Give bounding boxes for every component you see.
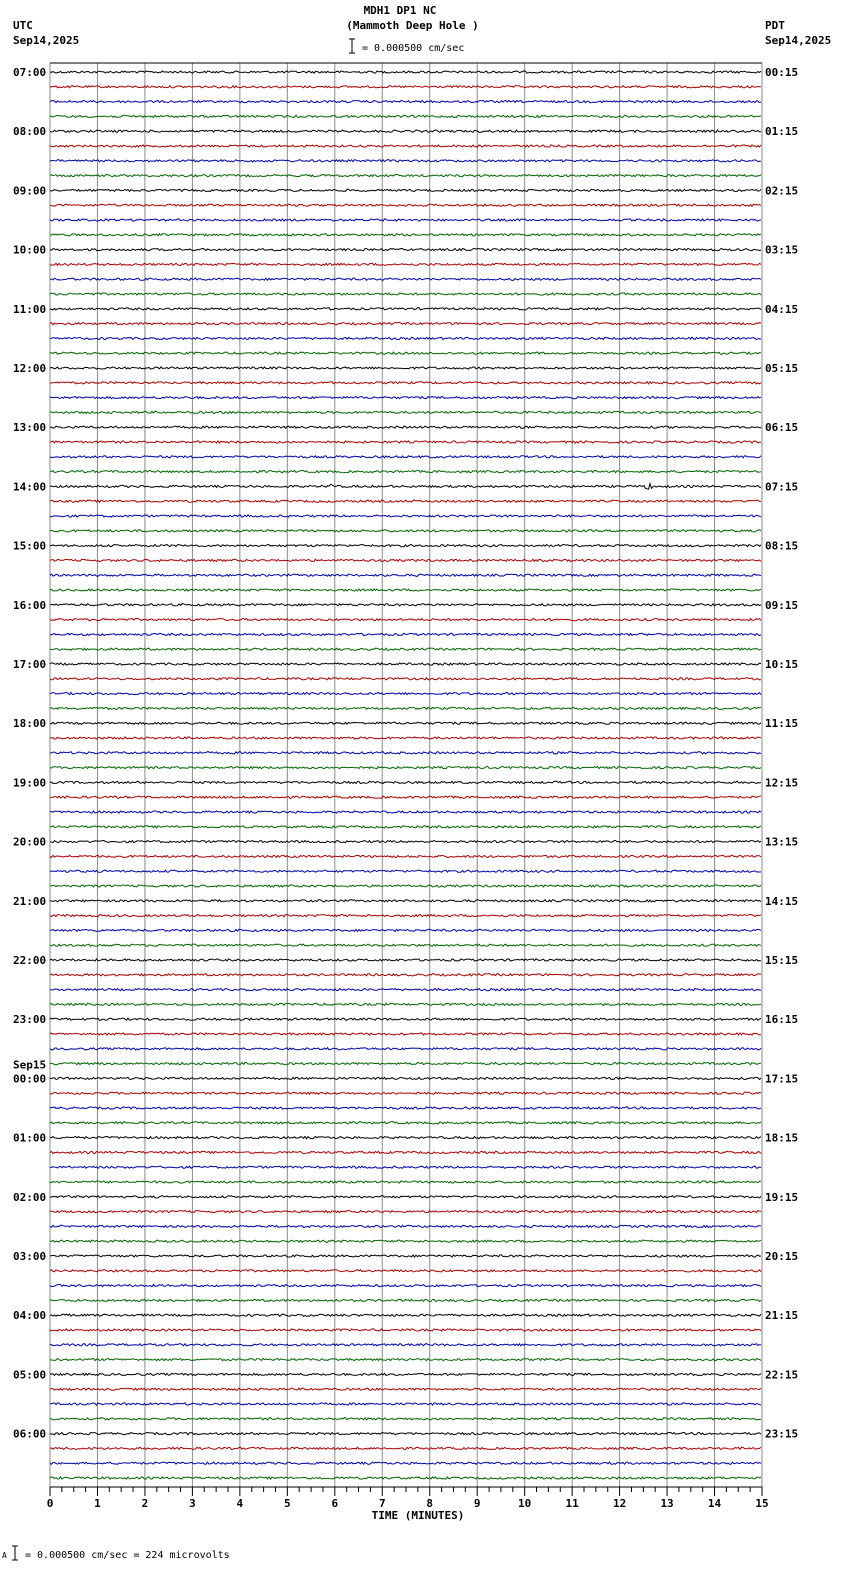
pdt-hour-label: 21:15 — [765, 1309, 799, 1323]
pdt-hour-label: 22:15 — [765, 1368, 799, 1382]
trace-0-3 — [50, 115, 761, 117]
trace-18-1 — [50, 1151, 761, 1153]
trace-15-2 — [50, 989, 761, 991]
x-tick-label: 14 — [707, 1497, 722, 1510]
trace-13-0 — [50, 841, 761, 843]
trace-17-3 — [50, 1122, 761, 1124]
utc-hour-label: 18:00 — [13, 717, 47, 731]
trace-13-1 — [50, 855, 761, 857]
left-date: Sep14,2025 — [13, 34, 80, 47]
utc-hour-label: 01:00 — [13, 1131, 47, 1145]
x-tick-label: 10 — [518, 1497, 532, 1510]
trace-15-1 — [50, 974, 761, 976]
pdt-hour-label: 04:15 — [765, 302, 799, 316]
pdt-hour-label: 12:15 — [765, 776, 799, 790]
utc-hour-label: 04:00 — [13, 1309, 47, 1323]
utc-hour-label: 05:00 — [13, 1368, 47, 1382]
trace-9-2 — [50, 633, 761, 635]
x-tick-label: 15 — [755, 1497, 769, 1510]
utc-hour-label: 00:00 — [13, 1072, 47, 1086]
x-tick-label: 4 — [236, 1497, 244, 1510]
pdt-hour-label: 14:15 — [765, 894, 799, 908]
pdt-hour-label: 11:15 — [765, 717, 799, 731]
utc-hour-label: 23:00 — [13, 1013, 47, 1027]
trace-2-1 — [50, 204, 761, 206]
site-subtitle: (Mammoth Deep Hole ) — [346, 19, 479, 32]
right-timezone: PDT — [765, 19, 785, 32]
trace-6-0 — [50, 426, 761, 428]
pdt-hour-label: 18:15 — [765, 1131, 799, 1145]
pdt-hour-label: 16:15 — [765, 1013, 799, 1027]
trace-9-0 — [50, 604, 761, 606]
trace-9-3 — [50, 648, 761, 650]
utc-hour-label: 11:00 — [13, 302, 47, 316]
trace-1-3 — [50, 175, 761, 177]
pdt-hour-label: 02:15 — [765, 184, 799, 198]
x-tick-label: 13 — [660, 1497, 674, 1510]
trace-0-0 — [50, 71, 761, 73]
trace-11-1 — [50, 737, 761, 739]
trace-23-3 — [50, 1477, 761, 1479]
pdt-hour-label: 19:15 — [765, 1190, 799, 1204]
trace-3-2 — [50, 278, 761, 280]
trace-11-3 — [50, 767, 761, 769]
trace-19-3 — [50, 1240, 761, 1242]
date-change-label: Sep15 — [13, 1058, 47, 1072]
trace-3-0 — [50, 249, 761, 251]
trace-14-3 — [50, 944, 761, 946]
trace-7-0 — [50, 484, 761, 490]
utc-hour-label: 17:00 — [13, 658, 47, 671]
utc-hour-label: 09:00 — [13, 184, 47, 198]
trace-11-2 — [50, 752, 761, 754]
utc-hour-label: 07:00 — [13, 66, 47, 79]
trace-3-3 — [50, 293, 761, 295]
trace-1-1 — [50, 145, 761, 147]
trace-0-2 — [50, 101, 761, 103]
trace-4-2 — [50, 337, 761, 339]
footer-scale-bar-icon — [11, 1545, 19, 1561]
trace-21-3 — [50, 1359, 761, 1361]
trace-23-2 — [50, 1462, 761, 1464]
trace-20-0 — [50, 1255, 761, 1257]
trace-2-2 — [50, 219, 761, 221]
x-axis-label: TIME (MINUTES) — [371, 1509, 465, 1522]
x-tick-label: 9 — [473, 1497, 481, 1510]
utc-hour-label: 21:00 — [13, 894, 47, 908]
trace-10-2 — [50, 693, 761, 695]
trace-2-3 — [50, 234, 761, 236]
trace-1-0 — [50, 130, 761, 132]
trace-19-2 — [50, 1225, 761, 1227]
trace-6-2 — [50, 456, 761, 458]
x-tick-label: 0 — [46, 1497, 54, 1510]
utc-hour-label: 14:00 — [13, 480, 47, 494]
trace-17-0 — [50, 1077, 761, 1079]
pdt-hour-label: 13:15 — [765, 835, 799, 849]
trace-18-2 — [50, 1166, 761, 1168]
trace-21-1 — [50, 1329, 761, 1331]
x-tick-label: 5 — [284, 1497, 291, 1510]
grid-layer — [50, 63, 762, 1487]
footer-scale-text: = 0.000500 cm/sec = 224 microvolts — [25, 1550, 230, 1561]
trace-7-2 — [50, 515, 761, 517]
trace-1-2 — [50, 160, 761, 162]
x-tick-label: 2 — [141, 1497, 149, 1510]
pdt-hour-label: 07:15 — [765, 480, 799, 494]
trace-19-0 — [50, 1196, 761, 1198]
trace-9-1 — [50, 619, 761, 621]
trace-2-0 — [50, 189, 761, 191]
utc-hour-label: 22:00 — [13, 954, 47, 967]
trace-18-3 — [50, 1181, 761, 1183]
x-tick-label: 6 — [331, 1497, 339, 1510]
trace-5-3 — [50, 411, 761, 413]
trace-0-1 — [50, 86, 761, 88]
trace-16-1 — [50, 1033, 761, 1035]
trace-15-3 — [50, 1003, 761, 1005]
trace-3-1 — [50, 263, 761, 265]
trace-22-2 — [50, 1403, 761, 1405]
trace-8-0 — [50, 545, 761, 547]
pdt-hour-label: 23:15 — [765, 1427, 799, 1441]
trace-10-3 — [50, 707, 761, 709]
trace-18-0 — [50, 1137, 761, 1139]
trace-6-3 — [50, 471, 761, 473]
utc-hour-label: 15:00 — [13, 539, 47, 553]
trace-14-0 — [50, 900, 761, 902]
footer-scale-prefix: A — [2, 1551, 7, 1560]
pdt-hour-label: 09:15 — [765, 598, 799, 612]
trace-22-0 — [50, 1373, 761, 1375]
trace-10-1 — [50, 678, 761, 680]
pdt-hour-label: 15:15 — [765, 954, 799, 967]
trace-8-3 — [50, 589, 761, 591]
trace-16-0 — [50, 1018, 761, 1020]
pdt-hour-label: 10:15 — [765, 658, 799, 671]
trace-4-0 — [50, 308, 761, 310]
trace-layer — [50, 71, 761, 1479]
trace-16-2 — [50, 1048, 761, 1050]
utc-hour-label: 20:00 — [13, 835, 47, 849]
trace-21-2 — [50, 1344, 761, 1346]
trace-23-0 — [50, 1433, 761, 1435]
trace-6-1 — [50, 441, 761, 443]
x-tick-label: 12 — [612, 1497, 627, 1510]
trace-11-0 — [50, 722, 761, 724]
trace-23-1 — [50, 1447, 761, 1449]
trace-16-3 — [50, 1063, 761, 1065]
pdt-hour-label: 05:15 — [765, 362, 799, 375]
trace-20-3 — [50, 1299, 761, 1301]
utc-hour-label: 10:00 — [13, 243, 47, 257]
trace-12-3 — [50, 826, 761, 828]
x-tick-label: 1 — [94, 1497, 101, 1510]
x-tick-label: 11 — [565, 1497, 579, 1510]
trace-8-2 — [50, 574, 761, 576]
utc-hour-label: 02:00 — [13, 1190, 47, 1204]
utc-hour-label: 13:00 — [13, 421, 47, 435]
trace-22-1 — [50, 1388, 761, 1390]
trace-19-1 — [50, 1211, 761, 1213]
pdt-hour-label: 20:15 — [765, 1250, 799, 1263]
trace-5-0 — [50, 367, 761, 369]
trace-20-1 — [50, 1270, 761, 1272]
trace-5-2 — [50, 397, 761, 399]
station-title: MDH1 DP1 NC — [363, 4, 437, 17]
trace-4-3 — [50, 352, 761, 354]
utc-hour-label: 19:00 — [13, 776, 47, 790]
utc-hour-label: 12:00 — [13, 362, 47, 375]
pdt-hour-label: 17:15 — [765, 1072, 799, 1086]
trace-7-3 — [50, 530, 761, 532]
trace-22-3 — [50, 1418, 761, 1420]
trace-12-2 — [50, 811, 761, 813]
trace-14-1 — [50, 915, 761, 917]
pdt-hour-label: 03:15 — [765, 243, 799, 257]
trace-13-3 — [50, 885, 761, 887]
pdt-hour-label: 00:15 — [765, 66, 799, 79]
utc-hour-label: 06:00 — [13, 1427, 47, 1441]
trace-5-1 — [50, 382, 761, 384]
pdt-hour-label: 01:15 — [765, 125, 799, 139]
right-date: Sep14,2025 — [765, 34, 832, 47]
trace-10-0 — [50, 663, 761, 665]
trace-12-0 — [50, 781, 761, 783]
label-layer — [13, 66, 798, 1522]
trace-17-2 — [50, 1107, 761, 1109]
trace-17-1 — [50, 1092, 761, 1094]
utc-hour-label: 16:00 — [13, 598, 47, 612]
trace-13-2 — [50, 870, 761, 872]
pdt-hour-label: 06:15 — [765, 421, 799, 435]
trace-20-2 — [50, 1285, 761, 1287]
pdt-hour-label: 08:15 — [765, 539, 799, 553]
scale-text: = 0.000500 cm/sec — [362, 43, 465, 54]
x-tick-label: 3 — [189, 1497, 196, 1510]
axis-layer — [50, 1487, 762, 1496]
trace-21-0 — [50, 1314, 761, 1316]
trace-7-1 — [50, 500, 761, 502]
trace-12-1 — [50, 796, 761, 798]
trace-15-0 — [50, 959, 761, 961]
utc-hour-label: 03:00 — [13, 1250, 47, 1263]
utc-hour-label: 08:00 — [13, 125, 47, 139]
x-tick-label: 7 — [378, 1497, 386, 1510]
x-tick-label: 8 — [426, 1497, 434, 1510]
trace-8-1 — [50, 559, 761, 561]
trace-4-1 — [50, 323, 761, 325]
trace-14-2 — [50, 929, 761, 931]
left-timezone: UTC — [13, 19, 33, 32]
